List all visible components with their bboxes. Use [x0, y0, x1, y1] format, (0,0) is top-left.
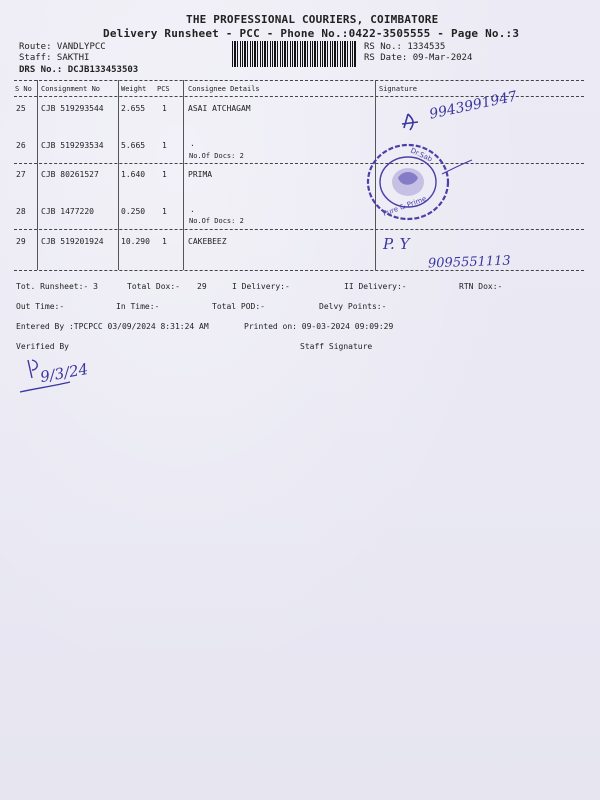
entered-by: Entered By :TPCPCC 03/09/2024 8:31:24 AM — [16, 322, 209, 331]
table-row-sno: 29 — [16, 237, 26, 246]
staff-label: Staff: SAKTHI — [19, 53, 90, 63]
col-header-signature: Signature — [379, 85, 417, 93]
delvy-points: Delvy Points:- — [319, 302, 387, 311]
barcode — [232, 41, 357, 67]
table-row-consignee: . — [190, 205, 195, 214]
table-row-consignment: CJB 519293544 — [41, 104, 104, 113]
i-delivery: I Delivery:- — [232, 282, 290, 291]
col-sep-3 — [183, 80, 184, 270]
col-header-pcs: PCS — [157, 85, 170, 93]
stamp-text-top: Dr.Sab — [409, 146, 434, 164]
table-row-weight: 5.665 — [121, 141, 146, 150]
in-time: In Time:- — [116, 302, 160, 311]
col-header-weight: Weight — [121, 85, 147, 93]
company-stamp-icon — [362, 134, 462, 226]
table-row-consignment: CJB 519293534 — [41, 141, 104, 150]
table-row-pcs: 1 — [162, 104, 167, 113]
table-row-sno: 28 — [16, 207, 26, 216]
runsheet-title: Delivery Runsheet - PCC - Phone No.:0422-3505555 - Page No.:3 — [103, 27, 520, 40]
table-row-consignment: CJB 519201924 — [41, 237, 104, 246]
ii-delivery: II Delivery:- — [344, 282, 407, 291]
table-row-pcs: 1 — [162, 207, 167, 216]
handwritten-initials: P. Y — [383, 235, 410, 253]
table-row-weight: 2.655 — [121, 104, 146, 113]
tot-runsheet: Tot. Runsheet:- 3 — [16, 282, 98, 291]
table-row-consignment: CJB 1477220 — [41, 207, 94, 216]
company-title: THE PROFESSIONAL COURIERS, COIMBATORE — [186, 13, 439, 26]
handwritten-phone-1: 9943991947 — [428, 88, 519, 123]
table-row-consignee: . — [190, 139, 195, 148]
total-pod: Total POD:- — [212, 302, 265, 311]
printed-on: Printed on: 09-03-2024 09:09:29 — [244, 322, 394, 331]
table-row-note: No.Of Docs: 2 — [189, 152, 244, 160]
table-row-pcs: 1 — [162, 141, 167, 150]
rs-no-label: RS No.: 1334535 — [364, 42, 446, 52]
table-row-sno: 25 — [16, 104, 26, 113]
col-header-consignment: Consignment No — [41, 85, 101, 93]
total-dox-label: Total Dox:- — [127, 282, 180, 291]
handwritten-phone-2: 9095551113 — [427, 253, 511, 272]
table-row-weight: 0.250 — [121, 207, 146, 216]
table-row-weight: 1.640 — [121, 170, 146, 179]
rtn-dox: RTN Dox:- — [459, 282, 503, 291]
table-row-pcs: 1 — [162, 237, 167, 246]
col-sep-1 — [37, 80, 38, 270]
col-sep-2 — [118, 80, 119, 270]
row-divider — [14, 163, 584, 164]
drs-label: DRS No.: DCJB133453503 — [19, 65, 139, 75]
verified-by: Verified By — [16, 342, 69, 351]
table-row-consignee: ASAI ATCHAGAM — [188, 104, 251, 113]
total-dox-value: 29 — [197, 282, 207, 291]
out-time: Out Time:- — [16, 302, 65, 311]
table-row-note: No.Of Docs: 2 — [189, 217, 244, 225]
table-row-consignee: CAKEBEEZ — [188, 237, 227, 246]
table-row-consignment: CJB 80261527 — [41, 170, 99, 179]
table-row-weight: 10.290 — [121, 237, 150, 246]
table-row-pcs: 1 — [162, 170, 167, 179]
col-header-consignee: Consignee Details — [188, 85, 260, 93]
row-divider — [14, 229, 584, 230]
table-row-consignee: PRIMA — [188, 170, 213, 179]
handwritten-date: 9/3/24 — [38, 359, 90, 387]
stamp-text-bottom: Pure & Prime — [381, 194, 428, 218]
table-top-rule — [14, 80, 584, 81]
table-row-sno: 27 — [16, 170, 26, 179]
table-row-sno: 26 — [16, 141, 26, 150]
staff-signature: Staff Signature — [300, 342, 373, 351]
col-header-sno: S No — [15, 85, 32, 93]
table-bottom-rule — [14, 270, 584, 271]
rs-date-label: RS Date: 09-Mar-2024 — [364, 53, 473, 63]
route-label: Route: VANDLYPCC — [19, 42, 106, 52]
